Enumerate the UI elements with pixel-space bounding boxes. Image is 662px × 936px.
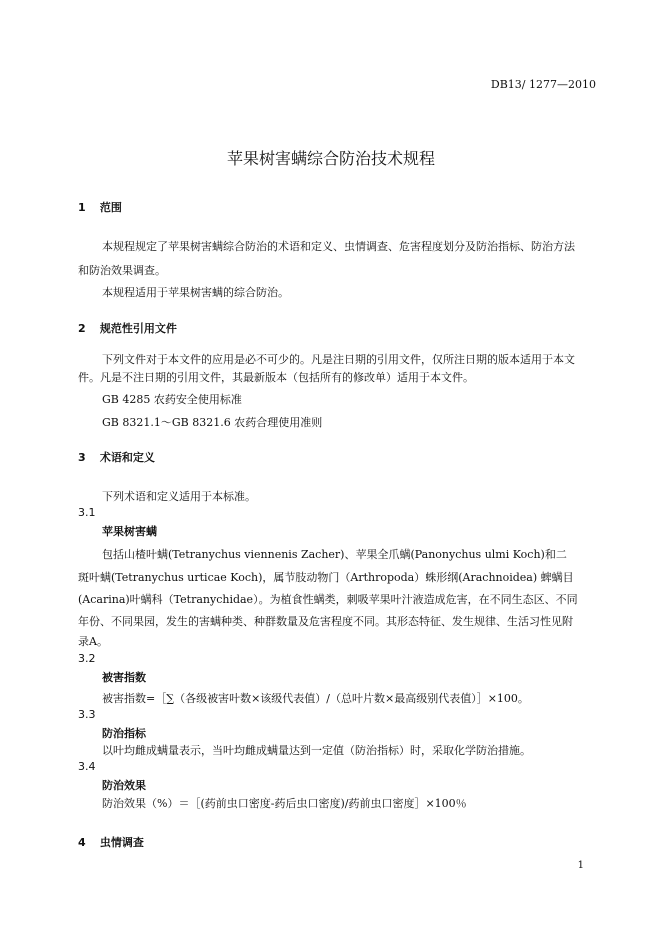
term-heading: 防治效果	[102, 779, 146, 792]
section-number: 4	[78, 836, 86, 849]
section-title: 术语和定义	[99, 451, 155, 464]
definition-line: 录A。	[78, 635, 108, 648]
section-number: 1	[78, 201, 86, 214]
term-heading: 防治指标	[102, 727, 146, 740]
section-heading-pest-survey	[78, 834, 144, 850]
clause-number: 3.1	[78, 506, 96, 519]
clause-number: 3.3	[78, 708, 96, 721]
page-number: 1	[577, 860, 584, 871]
definition-line: 包括山楂叶螨(Tetranychus viennenis Zacher)、苹果全爪螨(Panonychus ulmi Koch)和二	[102, 548, 567, 561]
paragraph-line: 下列文件对于本文件的应用是必不可少的。凡是注日期的引用文件，仅所注日期的版本适用于本文	[102, 353, 575, 366]
definition-line: (Acarina)叶螨科（Tetranychidae）。为植食性螨类，刺吸苹果叶汁液造成危害，在不同生态区、不同	[78, 593, 578, 606]
reference-item: GB 4285 农药安全使用标准	[102, 393, 242, 406]
section-heading-terms	[78, 449, 155, 465]
paragraph-line: 件。凡是不注日期的引用文件，其最新版本（包括所有的修改单）适用于本文件。	[78, 371, 474, 384]
paragraph-line: 本规程适用于苹果树害螨的综合防治。	[102, 286, 289, 299]
definition-line: 以叶均雌成螨量表示，当叶均雌成螨量达到一定值（防治指标）时，采取化学防治措施。	[102, 744, 531, 757]
paragraph-line: 下列术语和定义适用于本标准。	[102, 490, 256, 503]
term-heading: 被害指数	[102, 671, 146, 684]
definition-line: 被害指数=［∑（各级被害叶数×该级代表值）/（总叶片数×最高级别代表值）］×100。	[102, 692, 529, 705]
section-number: 3	[78, 451, 86, 464]
section-title: 范围	[99, 201, 122, 214]
document-code: DB13/ 1277—2010	[490, 78, 596, 91]
clause-number: 3.4	[78, 760, 96, 773]
clause-number: 3.2	[78, 652, 96, 665]
section-number: 2	[78, 322, 86, 335]
paragraph-line: 和防治效果调查。	[78, 264, 166, 277]
definition-line: 斑叶螨(Tetranychus urticae Koch)，属节肢动物门（Arthropoda）蛛形纲(Arachnoidea) 蜱螨目	[78, 571, 574, 584]
term-heading: 苹果树害螨	[102, 525, 157, 538]
definition-line: 防治效果（%）＝［(药前虫口密度-药后虫口密度)/药前虫口密度］×100％	[102, 797, 467, 810]
section-heading-scope	[78, 199, 122, 215]
section-title: 虫情调查	[99, 836, 144, 849]
section-heading-normative-references	[78, 320, 177, 336]
definition-line: 年份、不同果园，发生的害螨种类、种群数量及危害程度不同。其形态特征、发生规律、生活习性见附	[78, 615, 573, 628]
page-title: 苹果树害螨综合防治技术规程	[226, 149, 435, 168]
paragraph-line: 本规程规定了苹果树害螨综合防治的术语和定义、虫情调查、危害程度划分及防治指标、防治方法	[102, 240, 575, 253]
reference-item: GB 8321.1～GB 8321.6 农药合理使用准则	[102, 416, 323, 429]
section-title: 规范性引用文件	[99, 322, 177, 335]
